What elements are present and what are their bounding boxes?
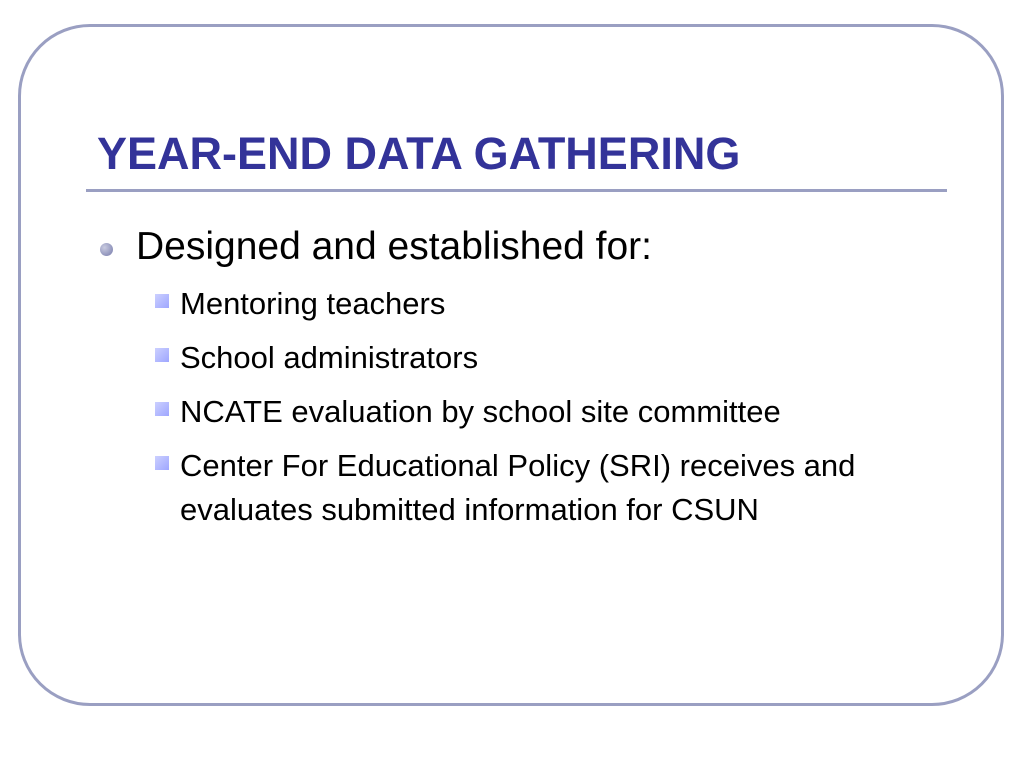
- sub-bullet-text: Mentoring teachers: [180, 286, 446, 321]
- slide-title: YEAR-END DATA GATHERING: [97, 128, 741, 179]
- title-underline: [86, 189, 947, 192]
- square-bullet-icon: [155, 456, 169, 470]
- sub-bullet-text: Center For Educational Policy (SRI) receives and evaluates submitted information for CSUN: [180, 448, 856, 527]
- bullet-level-1-text: Designed and established for:: [136, 225, 653, 268]
- square-bullet-icon: [155, 294, 169, 308]
- sub-bullet-item: [155, 390, 945, 434]
- round-bullet-icon: [100, 243, 113, 256]
- sub-bullet-item: [155, 336, 945, 380]
- sub-bullet-text: School administrators: [180, 340, 479, 375]
- square-bullet-icon: [155, 348, 169, 362]
- square-bullet-icon: [155, 402, 169, 416]
- sub-bullet-list: [155, 282, 945, 542]
- sub-bullet-item: [155, 282, 945, 326]
- sub-bullet-text: NCATE evaluation by school site committee: [180, 394, 781, 429]
- sub-bullet-item: [155, 444, 945, 532]
